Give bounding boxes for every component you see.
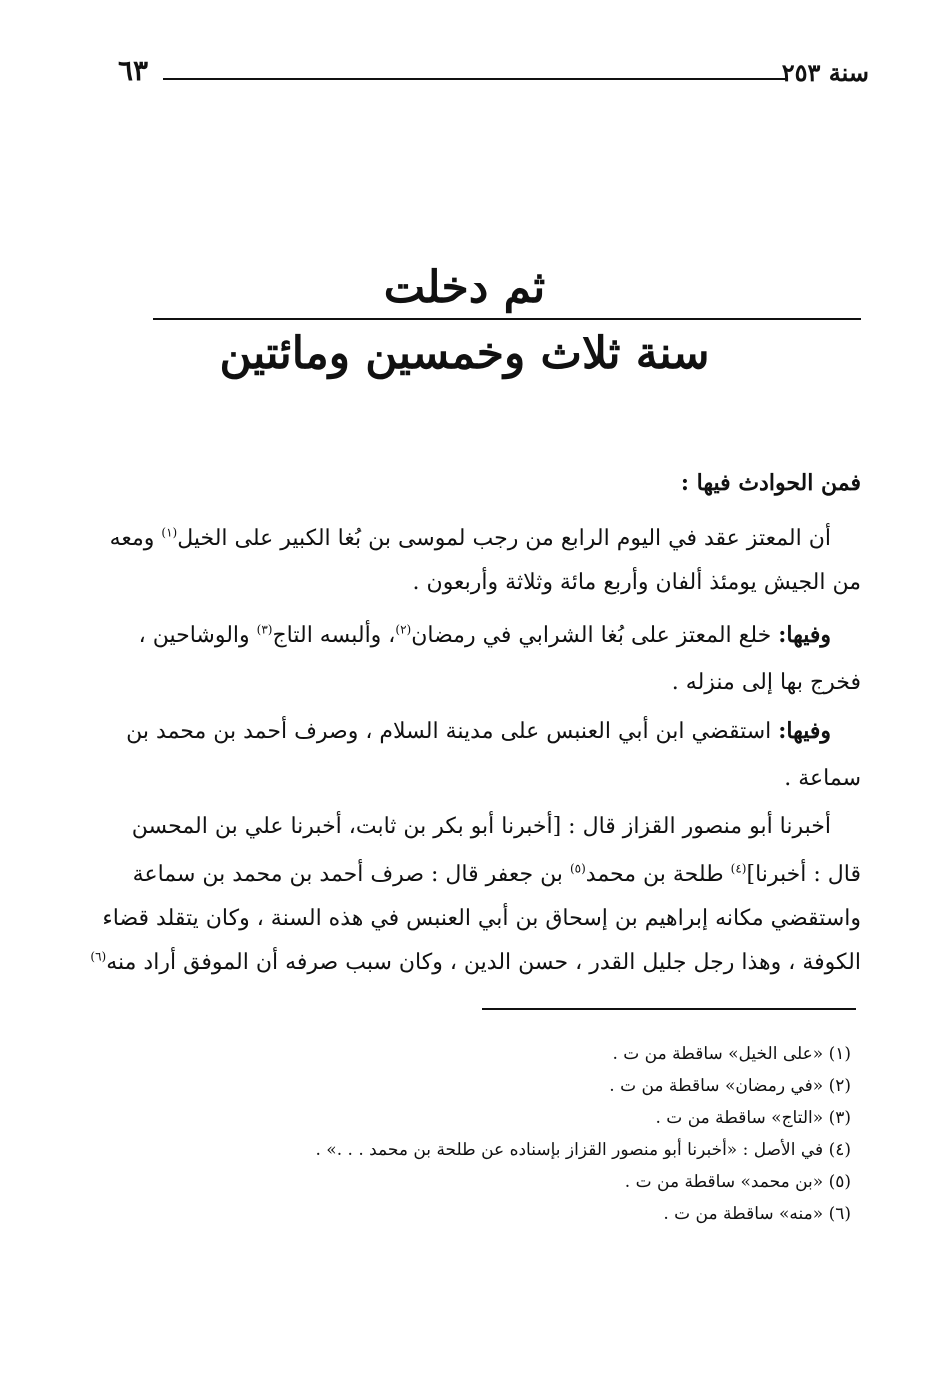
paragraph-3-line-1 [126,712,831,751]
paragraph-1-line-2: من الجيش يومئذ ألفان وأربع مائة وثلاثة وأربعون . [412,570,861,595]
text-run: استقضي ابن أبي العنبس على مدينة السلام ، وصرف أحمد بن محمد بن [126,719,779,744]
footnote-separator [482,1008,856,1010]
page-number: ٦٣ [118,54,149,87]
text-run: بن جعفر قال : صرف أحمد بن محمد بن سماعة [132,862,570,887]
footnote-ref-3: (٣) [256,622,273,637]
footnote-4: (٤) في الأصل : «أخبرنا أبو منصور القزاز بإسناده عن طلحة بن محمد . . .» . [315,1140,851,1160]
paragraph-label: وفيها: [778,718,831,744]
text-run: قال : أخبرنا] [746,862,861,887]
footnote-5: (٥) «بن محمد» ساقطة من ت . [624,1172,851,1192]
paragraph-4-line-1: أخبرنا أبو منصور القزاز قال : [أخبرنا أبو بكر بن ثابت، أخبرنا علي بن المحسن [131,814,831,839]
footnote-ref-1: (١) [161,525,178,540]
paragraph-1-line-1 [110,520,831,558]
footnote-ref-4: (٤) [730,861,747,876]
paragraph-label: وفيها: [778,622,831,648]
footnote-2: (٢) «في رمضان» ساقطة من ت . [609,1076,851,1096]
text-run: الكوفة ، وهذا رجل جليل القدر ، حسن الدين ، وكان سبب صرفه أن الموفق أراد منه [106,950,861,975]
text-run: ومعه [109,526,162,551]
text-run: ، وألبسه التاج [272,623,396,648]
text-run: أن المعتز عقد في اليوم الرابع من رجب لموسى بن بُغا الكبير على الخيل [177,526,831,551]
footnote-ref-5: (٥) [569,861,586,876]
footnote-ref-6: (٦) [90,949,107,964]
footnote-6: (٦) «منه» ساقطة من ت . [663,1204,851,1224]
text-run: خلع المعتز على بُغا الشرابي في رمضان [411,623,779,648]
section-heading: فمن الحوادث فيها : [680,470,861,496]
paragraph-4-line-4 [90,944,861,982]
title-rule [153,318,861,320]
paragraph-4-line-3: واستقضي مكانه إبراهيم بن إسحاق بن أبي العنبس في هذه السنة ، وكان يتقلد قضاء [102,906,861,931]
text-run: طلحة بن محمد [585,862,731,887]
chapter-title-line2: سنة ثلاث وخمسين ومائتين [219,328,710,379]
footnote-1: (١) «على الخيل» ساقطة من ت . [612,1044,851,1064]
text-run: والوشاحين ، [138,623,257,648]
paragraph-4-line-2 [133,856,861,894]
paragraph-3-line-2: سماعة . [784,766,861,791]
running-title: سنة ٢٥٣ [781,58,869,87]
footnote-ref-2: (٢) [395,622,412,637]
paragraph-2-line-1 [139,616,831,655]
header-rule [163,78,788,80]
paragraph-2-line-2: فخرج بها إلى منزله . [671,670,861,695]
footnote-3: (٣) «التاج» ساقطة من ت . [655,1108,851,1128]
chapter-title-line1: ثم دخلت [383,262,546,313]
